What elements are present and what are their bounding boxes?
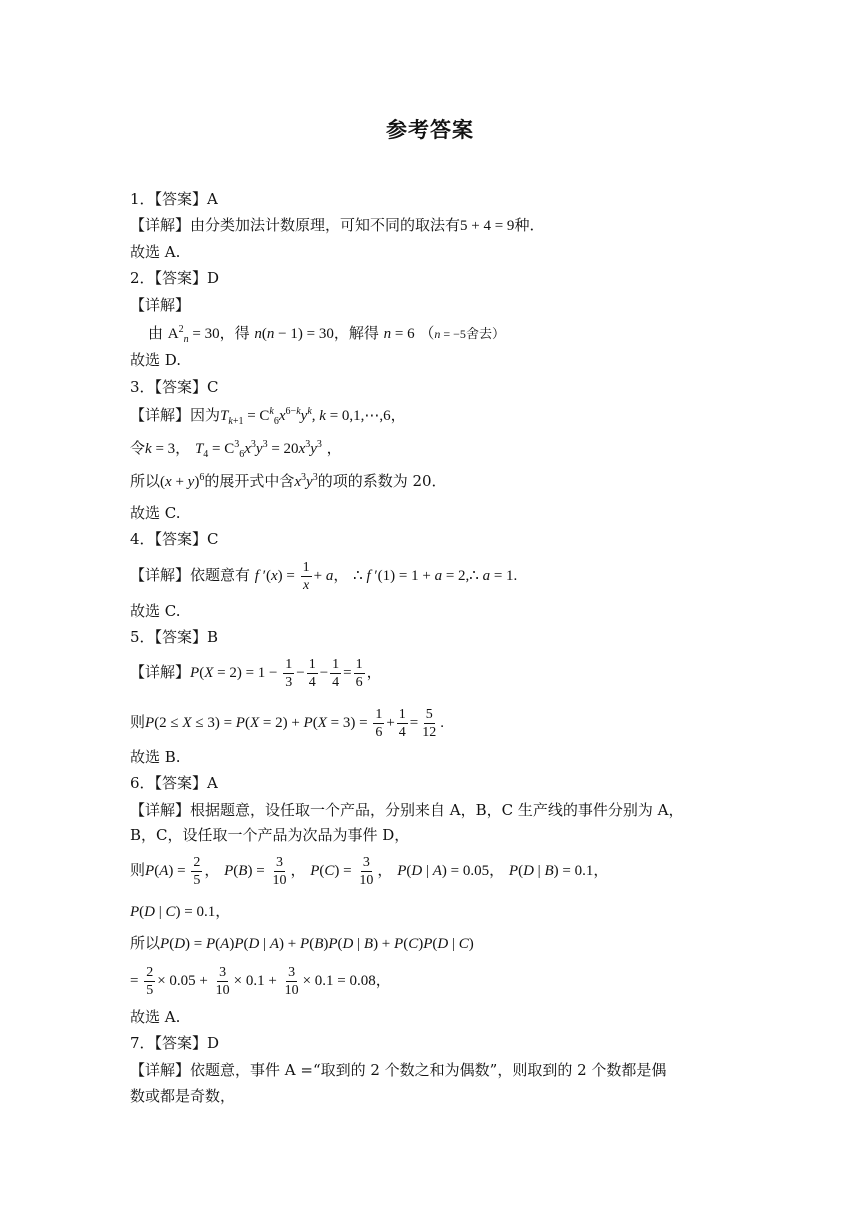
q3-step: 令k = 3， $T_4 = C^3_6x^3y^3 = 20x^3y^3$ ，	[130, 439, 342, 460]
q6-probability-dc: P(D | C) = 0.1，	[130, 902, 231, 920]
q1-answer: 1．【答案】A	[130, 190, 218, 208]
q2-conclusion: 故选 D.	[130, 351, 182, 369]
q2-detail: 【详解】	[130, 296, 191, 314]
q7-answer: 7．【答案】D	[130, 1034, 220, 1052]
q6-detail-line2: B，C，设任取一个产品为次品为事件 D，	[130, 826, 410, 844]
q4-conclusion: 故选 C.	[130, 602, 181, 620]
q3-detail: 【详解】因为$T_{k+1} = C^k_6x^{6-k}y^k$, k = 0,1,⋯,6，	[130, 406, 406, 427]
q2-solution: 由 $A^2_n = 30$，得 n(n − 1) = 30，解得 n = 6 （n = −5舍去）	[148, 324, 505, 345]
q5-step: 则P(2 ≤ X ≤ 3) = P(X = 2) + P(X = 3) = $\frac{1}{6}$ + $\frac{1}{4}$ = $\frac{5}{12}$ .	[130, 706, 444, 740]
q6-computation: = $\frac{2}{5}$ × 0.05 + $\frac{3}{10}$ × 0.1 + $\frac{3}{10}$ × 0.1 = 0.08，	[130, 964, 391, 998]
q4-answer: 4．【答案】C	[130, 530, 219, 548]
q1-conclusion: 故选 A.	[130, 243, 181, 261]
q3-conclusion: 故选 C.	[130, 504, 181, 522]
q3-result: 所以$(x + y)^6$的展开式中含$x^3y^3$的项的系数为 20．	[130, 472, 447, 490]
q4-detail: 【详解】依题意有 f ′(x) = $\frac{1}{x}$ + a， ∴ f ′(1) = 1 + a = 2,∴ a = 1.	[130, 559, 518, 593]
q7-detail-line2: 数或都是奇数，	[130, 1087, 236, 1105]
q7-detail-line1: 【详解】依题意，事件 A =“取到的 2 个数之和为偶数”，则取到的 2 个数都是偶	[130, 1061, 667, 1079]
q5-detail: 【详解】P(X = 2) = 1 − $\frac{1}{3}$ − $\frac{1}{4}$ − $\frac{1}{4}$ = $\frac{1}{6}$ ，	[130, 656, 382, 690]
q6-probabilities: 则P(A) = $\frac{2}{5}$ ， P(B) = $\frac{3}{10}$ ， P(C) = $\frac{3}{10}$ ， P(D | A) = 0.05， P(D | B) = 0.1，	[130, 854, 609, 888]
q6-total-probability: 所以P(D) = P(A)P(D | A) + P(B)P(D | B) + P(C)P(D | C)	[130, 934, 474, 952]
q6-answer: 6．【答案】A	[130, 774, 218, 792]
q1-detail: 【详解】由分类加法计数原理，可知不同的取法有5 + 4 = 9种．	[130, 216, 545, 234]
page-title: 参考答案	[386, 118, 474, 142]
q5-answer: 5．【答案】B	[130, 628, 219, 646]
q2-answer: 2．【答案】D	[130, 269, 220, 287]
q6-conclusion: 故选 A.	[130, 1008, 181, 1026]
q3-answer: 3．【答案】C	[130, 378, 219, 396]
q6-detail-line1: 【详解】根据题意，设任取一个产品，分别来自 A，B，C 生产线的事件分别为 A，	[130, 801, 684, 819]
q5-conclusion: 故选 B.	[130, 748, 181, 766]
